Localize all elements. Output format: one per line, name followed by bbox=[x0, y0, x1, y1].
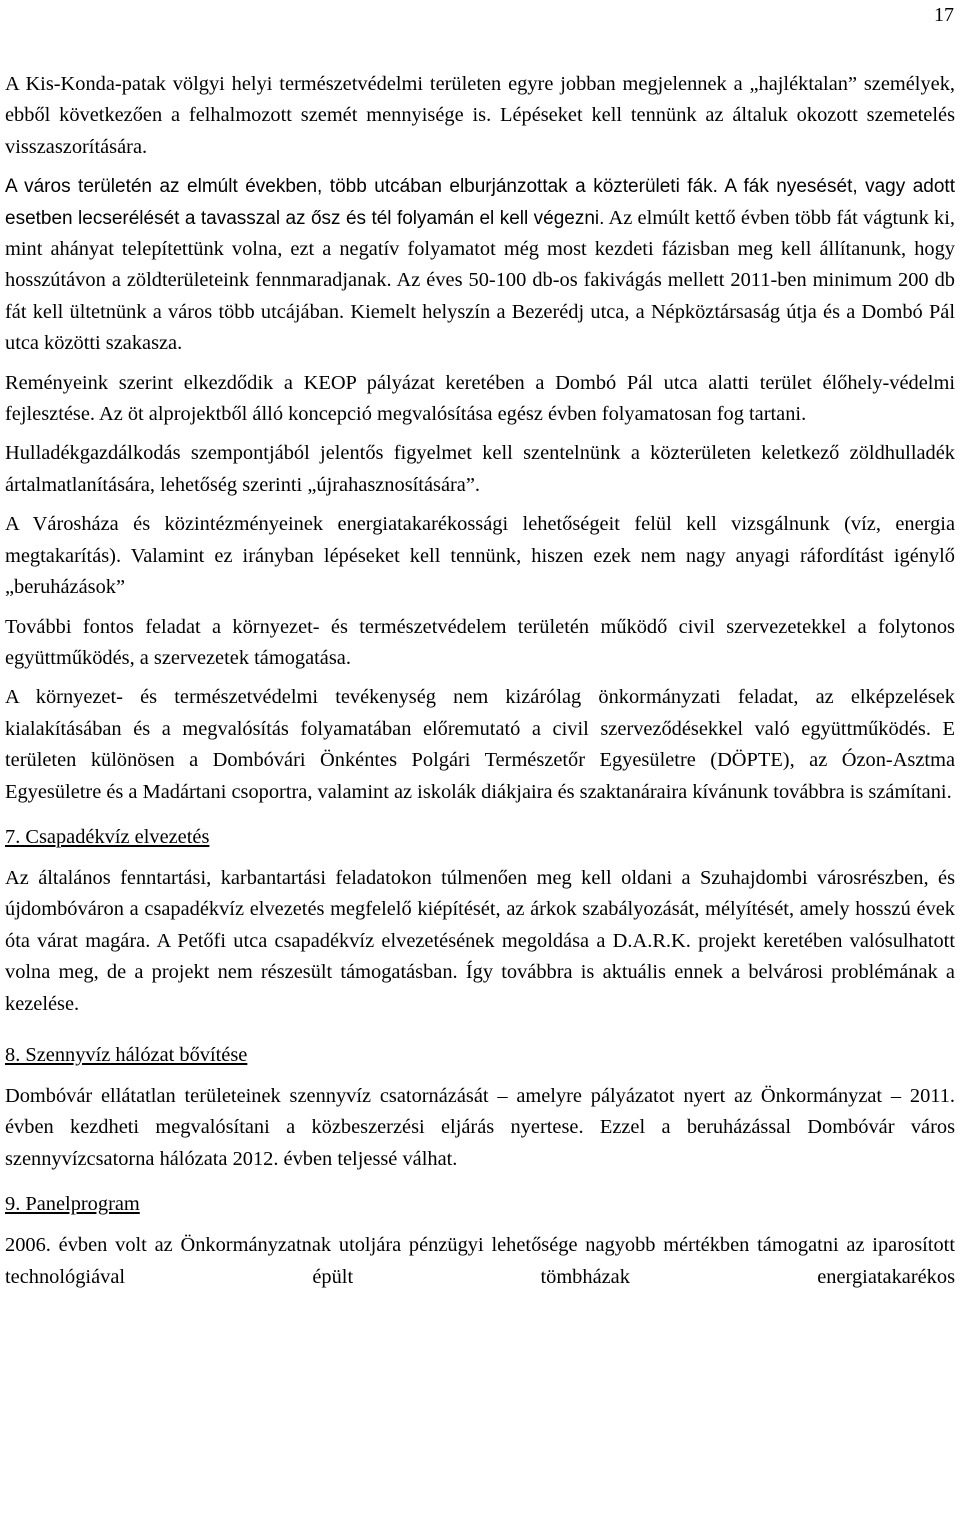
page-number: 17 bbox=[934, 4, 954, 26]
paragraph-kis-konda: A Kis-Konda-patak völgyi helyi természetvédelmi területen egyre jobban megjelennek a „hajléktalan” személyek, ebből következően a felhalmozott szemét mennyisége is. Lépéseket kell tennünk az általuk okozott szemetelés visszaszorítására. bbox=[5, 73, 955, 158]
paragraph-waste: Hulladékgazdálkodás szempontjából jelentős figyelmet kell szentelnünk a közterületen keletkező zöldhulladék ártalmatlanítására, lehetőség szerinti „újrahasznosítására”. bbox=[5, 442, 955, 496]
paragraph-trees-serif-part: Az elmúlt kettő évben több fát vágtunk ki, mint ahányat telepítettünk volna, ezt a negatív folyamatot még most kezdeti fázisban meg kell állítanunk, hogy hosszútávon a zöldterületeink fennmaradjanak. Az éves 50-100 db-os fakivágás mellett 2011-ben minimum 200 db fát kell ültetnünk a város több utcájában. Kiemelt helyszín a Bezerédj utca, a Népköztársaság útja és a Dombó Pál utca közötti szakasza. bbox=[5, 206, 955, 355]
paragraph-rainwater: Az általános fenntartási, karbantartási feladatokon túlmenően meg kell oldani a Szuhajdombi városrészben, és újdombóváron a csapadékvíz elvezetés megfelelő kiépítését, az árkok szabályozását, mélyítését, amely hosszú évek óta várat magára. A Petőfi utca csapadékvíz elvezetésének megoldása a D.A.R.K. projekt keretében valósulhatott volna meg, de a projekt nem részesült támogatásban. Így továbbra is aktuális ennek a belvárosi problémának a kezelése. bbox=[5, 866, 955, 1015]
document-body bbox=[5, 69, 955, 1301]
paragraph-sewage: Dombóvár ellátatlan területeinek szennyvíz csatornázását – amelyre pályázatot nyert az Önkormányzat – 2011. évben kezdheti megvalósítani a közbeszerzési eljárás nyertese. Ezzel a beruházással Dombóvár város szennyvízcsatorna hálózata 2012. évben teljessé válhat. bbox=[5, 1084, 955, 1170]
section-heading-9: 9. Panelprogram bbox=[5, 1193, 140, 1216]
paragraph-trees bbox=[5, 171, 955, 359]
section-heading-7: 7. Csapadékvíz elvezetés bbox=[5, 825, 210, 848]
paragraph-trees-sans-part: A város területén az elmúlt években, több utcában elburjánzottak a közterületi fák. A fák nyesését, vagy adott esetben lecserélését a tavasszal az ősz és tél folyamán el kell végezni. bbox=[5, 176, 955, 229]
paragraph-panel: 2006. évben volt az Önkormányzatnak utoljára pénzügyi lehetősége nagyobb mértékben támogatni az iparosított technológiával épült tömbházak energiatakarékos bbox=[5, 1234, 955, 1288]
paragraph-keop: Reményeink szerint elkezdődik a KEOP pályázat keretében a Dombó Pál utca alatti terület élőhely-védelmi fejlesztése. Az öt alprojektből álló koncepció megvalósítása egész évben folyamatosan fog tartani. bbox=[5, 371, 955, 426]
paragraph-energy: A Városháza és közintézményeinek energiatakarékossági lehetőségeit felül kell vizsgálnunk (víz, energia megtakarítás). Valamint ez irányban lépéseket kell tennünk, hiszen ezek nem nagy anyagi ráfordítást igénylő „beruházások” bbox=[5, 513, 955, 599]
paragraph-cooperation: A környezet- és természetvédelmi tevékenység nem kizárólag önkormányzati feladat, az elképzelések kialakításában és a megvalósítás folyamatában előremutató a civil szerveződésekkel való együttműködés. E területen különösen a Dombóvári Önkéntes Polgári Természetőr Egyesületre (DÖPTE), az Ózon-Asztma Egyesületre és a Madártani csoportra, valamint az iskolák diákjaira és szaktanáraira kívánunk továbbra is számítani. bbox=[5, 686, 955, 803]
paragraph-civil: További fontos feladat a környezet- és természetvédelem területén működő civil szervezetekkel a folytonos együttműködés, a szervezetek támogatása. bbox=[5, 615, 955, 669]
section-heading-8: 8. Szennyvíz hálózat bővítése bbox=[5, 1043, 248, 1066]
